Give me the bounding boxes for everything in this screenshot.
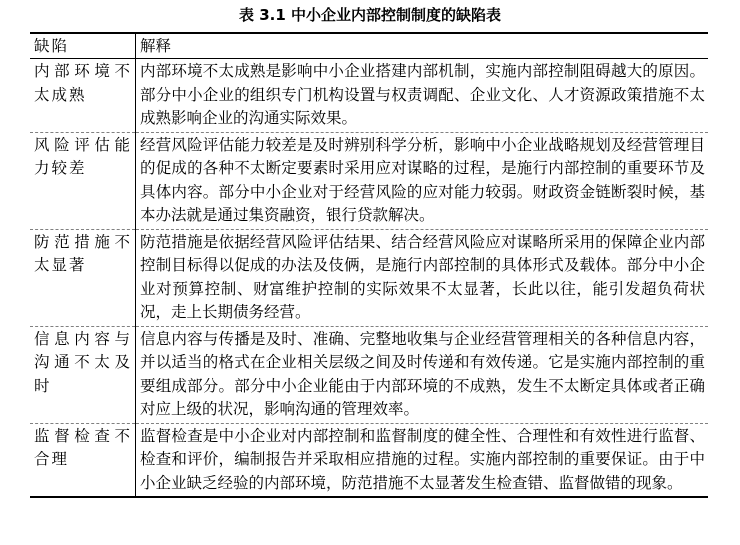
explanation-cell: 监督检查是中小企业对内部控制和监督制度的健全性、合理性和有效性进行监督、检查和评价，编制报告并采取相应措施的过程。实施内部控制的重要保证。由于中小企业缺乏经验的内部环境，防范措施不太显著发生检查错、监督做错的现象。 xyxy=(136,423,709,497)
explanation-cell: 防范措施是依据经营风险评估结果、结合经营风险应对谋略所采用的保障企业内部控制目标得以促成的办法及伎俩，是施行内部控制的具体形式及载体。部分中小企业对预算控制、财富维护控制的实际效果不太显著，长此以往，能引发超负荷状况，走上长期债务经营。 xyxy=(136,229,709,326)
header-defect: 缺陷 xyxy=(30,33,136,59)
defect-cell: 内部环境不太成熟 xyxy=(30,59,136,133)
table-row xyxy=(30,229,708,326)
explanation-cell: 内部环境不太成熟是影响中小企业搭建内部机制，实施内部控制阻碍越大的原因。部分中小企业的组织专门机构设置与权责调配、企业文化、人才资源政策措施不太成熟影响企业的沟通实际效果。 xyxy=(136,59,709,133)
explanation-cell: 经营风险评估能力较差是及时辨别科学分析，影响中小企业战略规划及经营管理目的促成的各种不太断定要素时采用应对谋略的过程，是施行内部控制的重要环节及具体内容。部分中小企业对于经营风险的应对能力较弱。财政资金链断裂时候，基本办法就是通过集资融资，银行贷款解决。 xyxy=(136,132,709,229)
table-row xyxy=(30,326,708,423)
defect-cell: 防范措施不太显著 xyxy=(30,229,136,326)
defects-table xyxy=(30,32,708,498)
table-row xyxy=(30,59,708,133)
defect-cell: 风险评估能力较差 xyxy=(30,132,136,229)
table-header-row xyxy=(30,33,708,59)
explanation-cell: 信息内容与传播是及时、准确、完整地收集与企业经营管理相关的各种信息内容，并以适当的格式在企业相关层级之间及时传递和有效传递。它是实施内部控制的重要组成部分。部分中小企业能由于内部环境的不成熟，发生不太断定具体或者正确对应上级的状况，影响沟通的管理效率。 xyxy=(136,326,709,423)
header-explanation: 解释 xyxy=(136,33,709,59)
defect-cell: 信息内容与沟通不太及时 xyxy=(30,326,136,423)
table-row xyxy=(30,132,708,229)
defect-cell: 监督检查不合理 xyxy=(30,423,136,497)
table-row xyxy=(30,423,708,497)
table-caption: 表 3.1 中小企业内部控制制度的缺陷表 xyxy=(238,6,502,24)
